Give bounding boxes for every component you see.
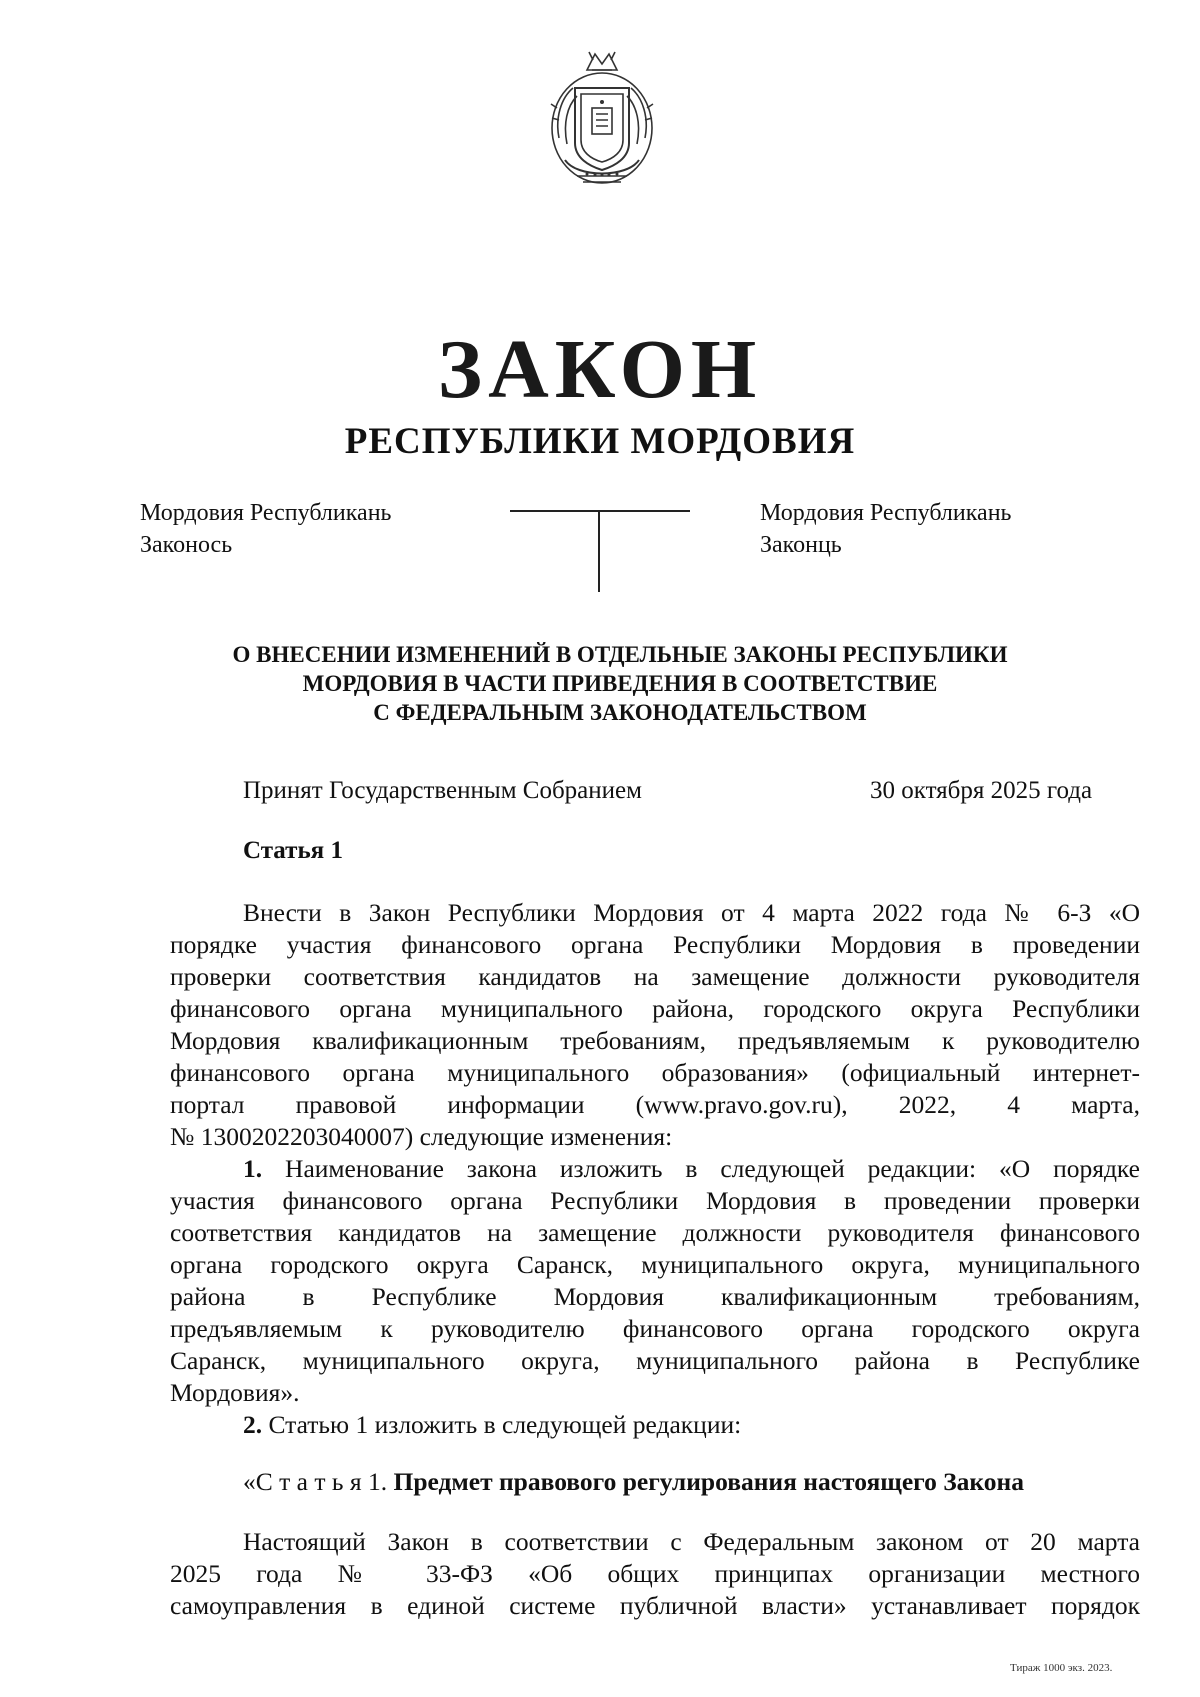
document-title: ЗАКОН — [437, 323, 763, 416]
paragraph-line: предъявляемым к руководителю финансового органа городского округа — [170, 1314, 1140, 1343]
number-line-vertical — [598, 510, 600, 592]
paragraph-line: Внести в Закон Республики Мордовия от 4 марта 2022 года № 6-З «О — [243, 898, 1140, 927]
paragraph-line: Мордовия». — [170, 1378, 300, 1407]
caption-right — [760, 497, 1011, 561]
caption-left — [140, 497, 391, 561]
paragraph-line: участия финансового органа Республики Мордовия в проведении проверки — [170, 1186, 1140, 1215]
law-heading-line: С ФЕДЕРАЛЬНЫМ ЗАКОНОДАТЕЛЬСТВОМ — [373, 700, 867, 725]
item-number: 1. — [243, 1154, 263, 1183]
paragraph-line: Саранск, муниципального округа, муниципального района в Республике — [170, 1346, 1140, 1375]
number-line-horizontal — [510, 510, 690, 512]
law-heading — [170, 640, 1070, 727]
adopted-label: Принят Государственным Собранием — [243, 777, 642, 804]
law-heading-line: О ВНЕСЕНИИ ИЗМЕНЕНИЙ В ОТДЕЛЬНЫЕ ЗАКОНЫ РЕСПУБЛИКИ — [232, 642, 1008, 667]
caption-left-line-2: Законось — [140, 532, 233, 558]
coat-of-arms-emblem — [537, 48, 667, 198]
caption-left-line-1: Мордовия Республикань — [140, 500, 392, 526]
paragraph-line: Настоящий Закон в соответствии с Федеральным законом от 20 марта — [243, 1527, 1140, 1556]
paragraph-line: проверки соответствия кандидатов на замещение должности руководителя — [170, 962, 1140, 991]
paragraph-line: района в Республике Мордовия квалификационным требованиям, — [170, 1282, 1140, 1311]
paragraph-line: порядке участия финансового органа Республики Мордовия в проведении — [170, 930, 1140, 959]
law-heading-line: МОРДОВИЯ В ЧАСТИ ПРИВЕДЕНИЯ В СООТВЕТСТВИЕ — [302, 671, 938, 696]
article-heading: Статья 1 — [243, 837, 343, 864]
caption-right-line-2: Законць — [760, 532, 842, 558]
quoted-article-title: Предмет правового регулирования настоящего Закона — [393, 1467, 1024, 1496]
paragraph-line: соответствия кандидатов на замещение должности руководителя финансового — [170, 1218, 1140, 1247]
quoted-article-heading — [243, 1466, 1140, 1498]
item-text: Статью 1 изложить в следующей редакции: — [268, 1410, 742, 1439]
caption-right-line-1: Мордовия Республикань — [760, 500, 1012, 526]
item-number: 2. — [243, 1410, 263, 1439]
paragraph-line: Мордовия квалификационным требованиям, предъявляемым к руководителю — [170, 1026, 1140, 1055]
quoted-article-prefix: «С т а т ь я 1. — [243, 1467, 388, 1496]
paragraph-line: 2025 года № 33-ФЗ «Об общих принципах организации местного — [170, 1559, 1140, 1588]
paragraph-line: самоуправления в единой системе публичной власти» устанавливает порядок — [170, 1591, 1140, 1620]
paragraph-line: финансового органа муниципального района, городского округа Республики — [170, 994, 1140, 1023]
document-subtitle: РЕСПУБЛИКИ МОРДОВИЯ — [344, 421, 856, 462]
paragraph-line: органа городского округа Саранск, муниципального округа, муниципального — [170, 1250, 1140, 1279]
item-2-line — [243, 1409, 1140, 1441]
item-text: Наименование закона изложить в следующей редакции: «О порядке — [285, 1154, 1140, 1183]
paragraph-line: финансового органа муниципального образования» (официальный интернет- — [170, 1058, 1140, 1087]
paragraph-line: портал правовой информации (www.pravo.gov.ru), 2022, 4 марта, — [170, 1090, 1140, 1119]
print-run-footer: Тираж 1000 экз. 2023. — [1010, 1662, 1113, 1674]
paragraph-line: № 1300202203040007) следующие изменения: — [170, 1122, 673, 1151]
item-1-first-line — [243, 1153, 1140, 1185]
adopted-date: 30 октября 2025 года — [870, 777, 1093, 804]
